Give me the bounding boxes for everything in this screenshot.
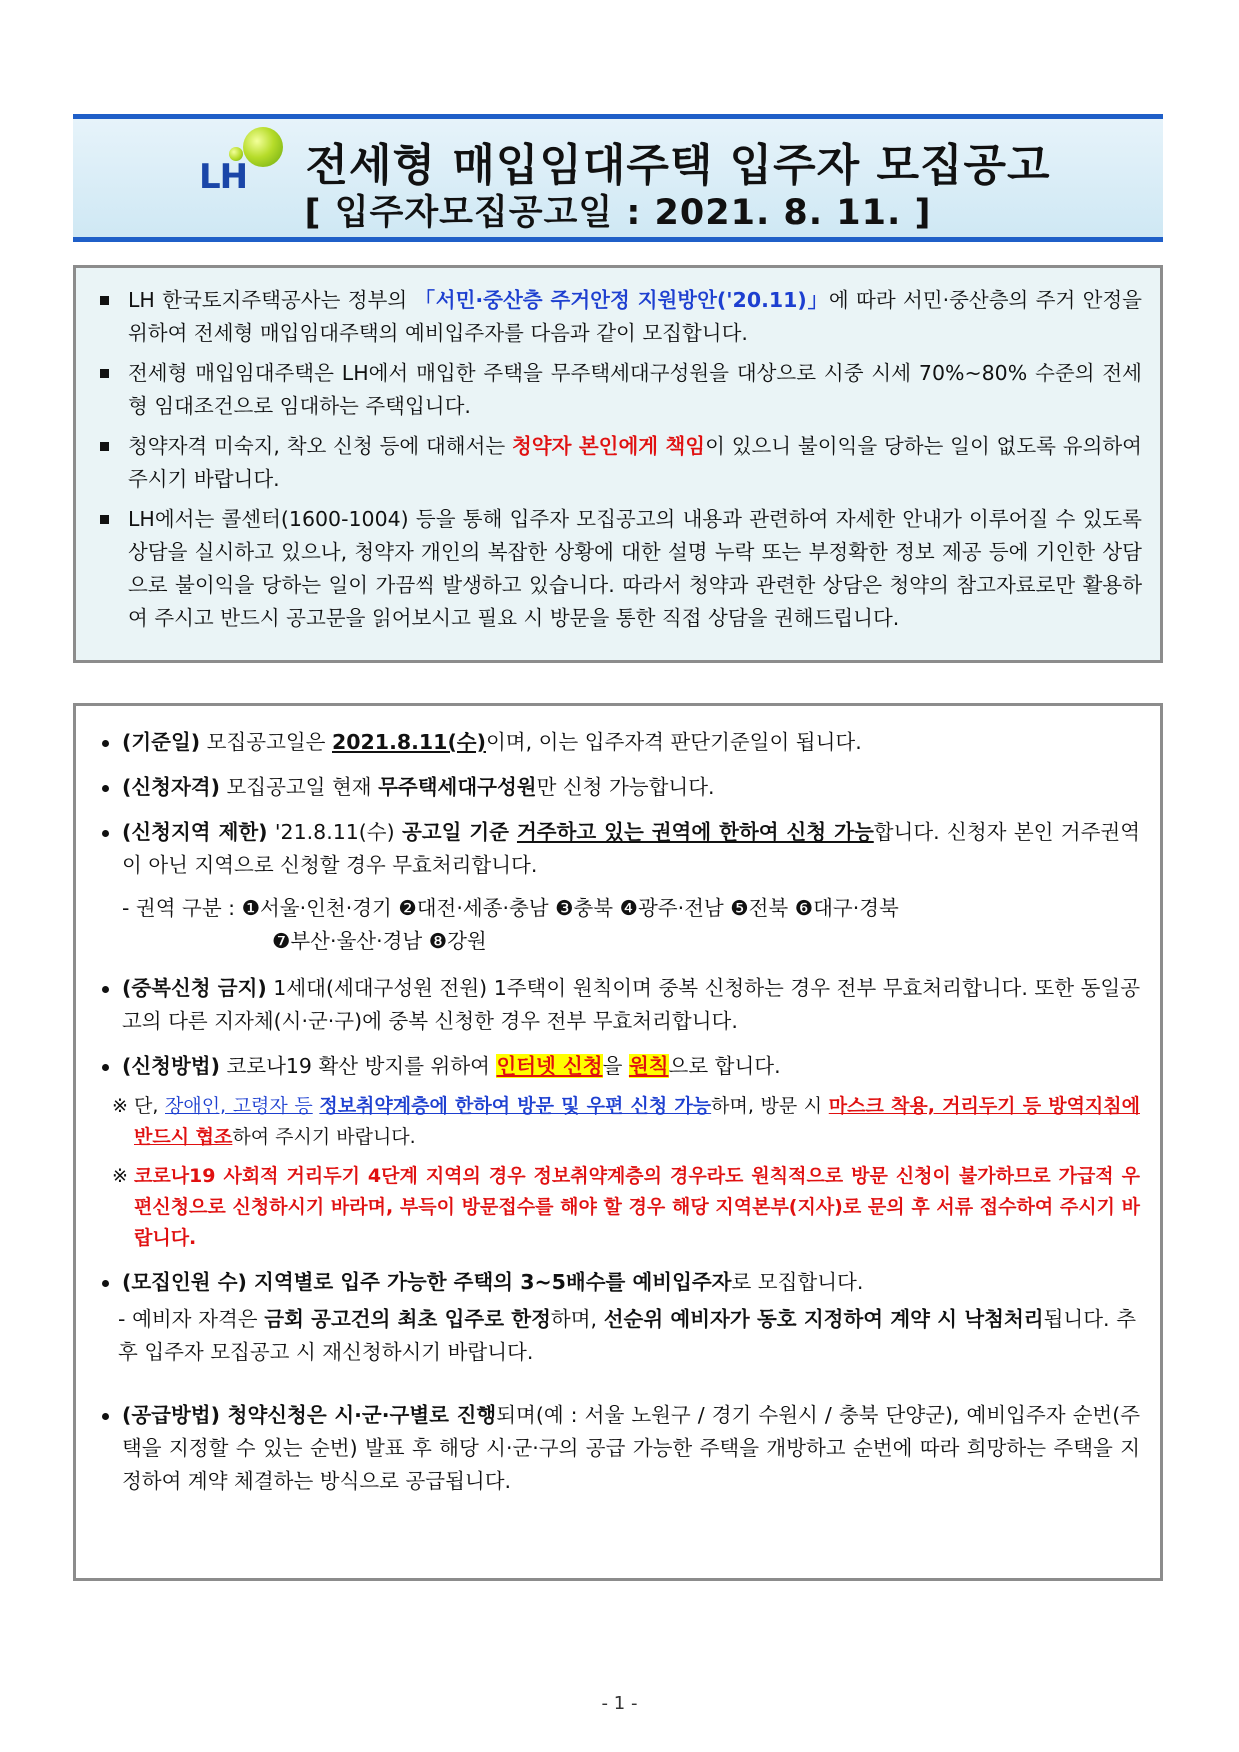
notice-item: 청약자격 미숙지, 착오 신청 등에 대해서는 청약자 본인에게 책임이 있으니 불이익을 당하는 일이 없도록 유의하여 주시기 바랍니다. <box>98 430 1142 496</box>
announcement-date: [ 입주자모집공고일 : 2021. 8. 11. ] <box>304 193 932 233</box>
bullet-dot-icon <box>102 1413 109 1420</box>
note-visit: ※ 단, 장애인, 고령자 등 정보취약계층에 한하여 방문 및 우편 신청 가능하며, 방문 시 마스크 착용, 거리두기 등 방역지침에 반드시 협조하여 주시기 바랍니다. <box>112 1095 1140 1148</box>
region-list: - 권역 구분 : ❶서울·인천·경기 ❷대전·세종·충남 ❸충북 ❹광주·전남 ❺전북 ❻대구·경북 ❼부산·울산·경남 ❽강원 <box>122 896 899 953</box>
notice-item: LH 한국토지주택공사는 정부의 「서민·중산층 주거안정 지원방안('20.11)」에 따라 서민·중산층의 주거 안정을 위하여 전세형 매입임대주택의 예비입주자를 다음과 같이 모집합니다. <box>98 284 1142 350</box>
page-number: - 1 - <box>601 1693 638 1714</box>
info-bullet-quota: (모집인원 수) 지역별로 입주 가능한 주택의 3~5배수를 예비입주자로 모집합니다. <box>98 1266 1140 1299</box>
header-banner <box>73 114 1163 242</box>
info-bullet-eligibility: (신청자격) 모집공고일 현재 무주택세대구성원만 신청 가능합니다. <box>98 771 1140 804</box>
info-bullet-method: (신청방법) 코로나19 확산 방지를 위하여 인터넷 신청을 원칙으로 합니다. <box>98 1050 1140 1083</box>
square-bullet-icon <box>100 442 109 451</box>
info-bullet-region: (신청지역 제한) '21.8.11(수) 공고일 기준 거주하고 있는 권역에 한하여 신청 가능합니다. 신청자 본인 거주권역이 아닌 지역으로 신청할 경우 무효처리합니다. <box>98 816 1140 882</box>
note-covid: ※ 코로나19 사회적 거리두기 4단계 지역의 경우 정보취약계층의 경우라도 원칙적으로 방문 신청이 불가하므로 가급적 우편신청으로 신청하시기 바라며, 부득이 방문접수를 해야 할 경우 해당 지역본부(지사)로 문의 후 서류 접수하여 주시기 바랍니다. <box>112 1165 1140 1249</box>
responsibility-warning: 청약자 본인에게 책임 <box>512 434 706 458</box>
bullet-dot-icon <box>102 1064 109 1071</box>
notice-item: LH에서는 콜센터(1600-1004) 등을 통해 입주자 모집공고의 내용과 관련하여 자세한 안내가 이루어질 수 있도록 상담을 실시하고 있으나, 청약자 개인의 복잡한 상황에 대한 설명 누락 또는 부정확한 정보 제공 등에 기인한 상담으로 불이익을 당하는 일이 가끔씩 발생하고 있습니다. 따라서 청약과 관련한 상담은 청약의 참고자료로만 활용하여 주시고 반드시 공고문을 읽어보시고 필요 시 방문을 통한 직접 상담을 권해드립니다. <box>98 503 1142 635</box>
square-bullet-icon <box>100 369 109 378</box>
square-bullet-icon <box>100 296 109 305</box>
bullet-dot-icon <box>102 986 109 993</box>
bullet-dot-icon <box>102 740 109 747</box>
bullet-dot-icon <box>102 1280 109 1287</box>
page-title: 전세형 매입임대주택 입주자 모집공고 <box>305 140 1051 191</box>
bullet-dot-icon <box>102 785 109 792</box>
notice-item: 전세형 매입임대주택은 LH에서 매입한 주택을 무주택세대구성원을 대상으로 시중 시세 70%~80% 수준의 전세형 임대조건으로 임대하는 주택입니다. <box>98 357 1142 423</box>
reserve-rule: - 예비자 자격은 금회 공고건의 최초 입주로 한정하며, 선순위 예비자가 동호 지정하여 계약 시 낙첨처리됩니다. 추후 입주자 모집공고 시 재신청하시기 바랍니다. <box>118 1307 1137 1364</box>
info-bullet-duplicate: (중복신청 금지) 1세대(세대구성원 전원) 1주택이 원칙이며 중복 신청하는 경우 전부 무효처리합니다. 또한 동일공고의 다른 지자체(시·군·구)에 중복 신청한 경우 전부 무효처리합니다. <box>98 972 1140 1038</box>
logo-text: LH <box>199 157 248 197</box>
main-info-box <box>73 703 1163 1581</box>
bullet-dot-icon <box>102 830 109 837</box>
policy-name: 「서민·중산층 주거안정 지원방안('20.11)」 <box>414 288 829 312</box>
notice-box <box>73 265 1163 663</box>
info-bullet-base-date: (기준일) 모집공고일은 2021.8.11(수)이며, 이는 입주자격 판단기준일이 됩니다. <box>98 726 1140 759</box>
square-bullet-icon <box>100 515 109 524</box>
info-bullet-supply: (공급방법) 청약신청은 시·군·구별로 진행되며(예 : 서울 노원구 / 경기 수원시 / 충북 단양군), 예비입주자 순번(주택을 지정할 수 있는 순번) 발표 후 해당 시·군·구의 공급 가능한 주택을 개방하고 순번에 따라 희망하는 주택을 지정하여 계약 체결하는 방식으로 공급됩니다. <box>98 1399 1140 1498</box>
